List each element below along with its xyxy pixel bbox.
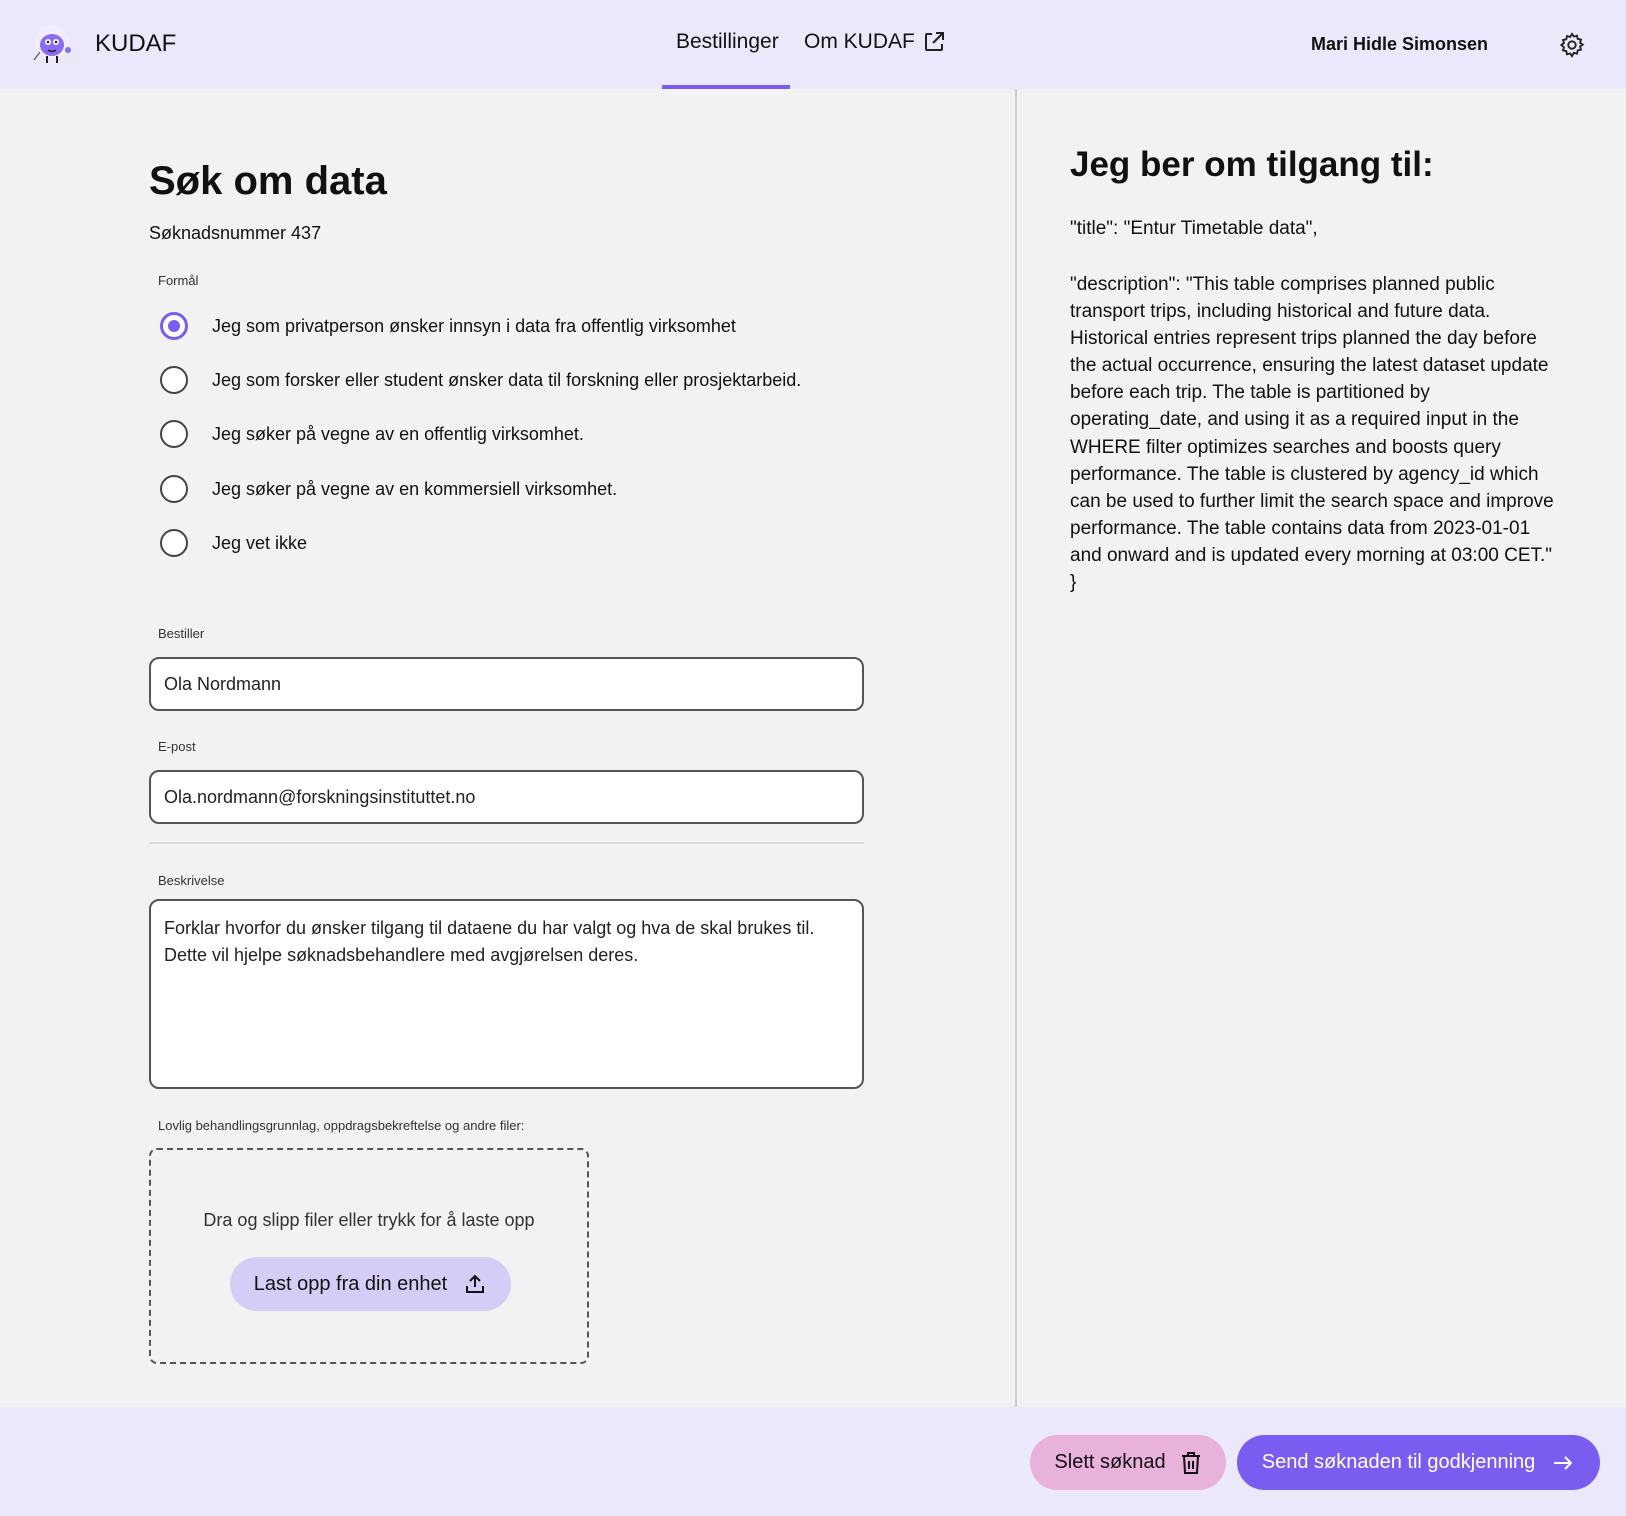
application-number: Søknadsnummer 437 <box>149 223 322 243</box>
tab-om-kudaf[interactable]: Om KUDAF <box>804 30 915 53</box>
action-footer <box>0 1407 1626 1516</box>
purpose-option-unknown[interactable] <box>160 528 307 558</box>
radio-label: Jeg søker på vegne av en kommersiell virksomhet. <box>212 478 618 499</box>
top-header <box>0 0 1626 89</box>
page-title: Søk om data <box>149 159 387 203</box>
tab-bestillinger[interactable]: Bestillinger <box>676 30 779 53</box>
external-link-icon[interactable] <box>922 30 946 54</box>
radio-button[interactable] <box>160 475 188 503</box>
application-form <box>0 89 1016 1407</box>
dropzone-text: Dra og slipp filer eller trykk for å laste opp <box>203 1210 535 1230</box>
request-dataset-description: "description": "This table comprises planned public transport trips, including historical and future data. Historical entries represent trips planned the day before the actual occurrence, ensuring the latest dataset update before each trip. The table is partitioned by operating_date, and using it as a required input in the WHERE filter optimizes searches and boosts query performance. The table is clustered by agency_id which can be used to further limit the search space and improve performance. The table contains data from 2023-01-01 and onward and is updated every morning at 03:00 CET." } <box>1070 274 1554 594</box>
trash-icon <box>1180 1451 1202 1475</box>
send-button-label: Send søknaden til godkjenning <box>1261 1451 1536 1473</box>
description-textarea[interactable] <box>149 899 864 1089</box>
radio-button[interactable] <box>160 420 188 448</box>
radio-button[interactable] <box>160 366 188 394</box>
email-input[interactable] <box>149 770 864 824</box>
section-divider <box>149 842 864 844</box>
upload-button[interactable] <box>230 1257 511 1311</box>
description-label: Beskrivelse <box>158 873 225 888</box>
purpose-option-private[interactable] <box>160 311 736 341</box>
radio-label: Jeg søker på vegne av en offentlig virksomhet. <box>212 423 584 444</box>
user-name[interactable]: Mari Hidle Simonsen <box>1310 34 1488 54</box>
orderer-label: Bestiller <box>158 626 205 641</box>
radio-button-checked[interactable] <box>160 312 188 340</box>
upload-icon <box>463 1272 487 1296</box>
brand-name: KUDAF <box>95 30 177 57</box>
orderer-input[interactable] <box>149 657 864 711</box>
logo-icon[interactable] <box>28 20 78 68</box>
email-label: E-post <box>158 739 196 754</box>
radio-button[interactable] <box>160 529 188 557</box>
purpose-option-commercial[interactable] <box>160 474 617 504</box>
delete-application-button[interactable] <box>1030 1435 1226 1490</box>
request-dataset-title: "title": "Entur Timetable data", <box>1070 218 1318 239</box>
files-label: Lovlig behandlingsgrunnlag, oppdragsbekreftelse og andre filer: <box>158 1118 525 1133</box>
purpose-option-researcher[interactable] <box>160 365 801 395</box>
upload-button-label: Last opp fra din enhet <box>253 1272 448 1295</box>
arrow-right-icon <box>1551 1451 1575 1475</box>
radio-label: Jeg som forsker eller student ønsker data til forskning eller prosjektarbeid. <box>212 369 802 390</box>
delete-button-label: Slett søknad <box>1054 1451 1166 1473</box>
file-dropzone[interactable] <box>149 1148 589 1364</box>
radio-label: Jeg vet ikke <box>212 532 308 553</box>
radio-label: Jeg som privatperson ønsker innsyn i data fra offentlig virksomhet <box>212 315 736 336</box>
request-title: Jeg ber om tilgang til: <box>1070 145 1434 184</box>
purpose-label: Formål <box>158 273 199 288</box>
pane-divider <box>1015 89 1017 1407</box>
send-for-approval-button[interactable] <box>1237 1435 1600 1490</box>
purpose-option-public[interactable] <box>160 419 584 449</box>
gear-icon[interactable] <box>1558 31 1586 59</box>
